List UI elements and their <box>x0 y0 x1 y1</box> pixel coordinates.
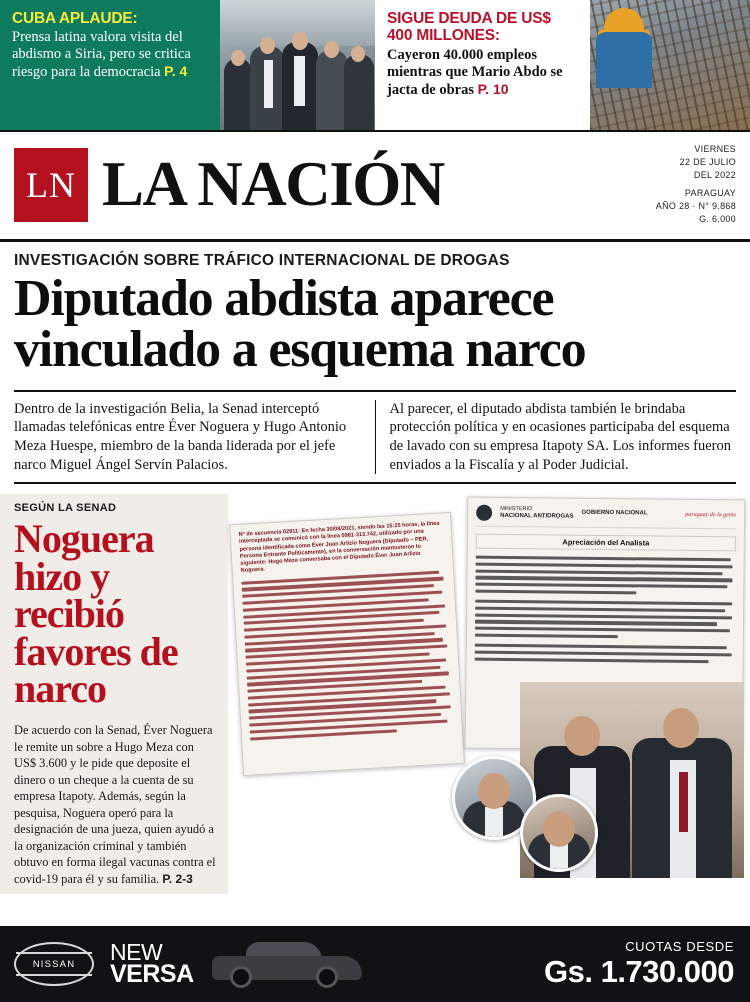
teaser-deuda[interactable] <box>375 0 750 130</box>
lead-deck-left: Dentro de la investigación Belia, la Senad interceptó llamadas telefónicas entre Éver Noguera y Hugo Antonio Meza Huespe, miembro de la banda liderada por el jefe narco Miguel Ángel Servín Palacios. <box>14 400 347 473</box>
teaser-cuba-photo <box>220 0 375 130</box>
scan-b-ministry <box>500 506 573 521</box>
masthead <box>0 130 750 242</box>
secondary-body <box>14 722 216 887</box>
scan-b-gov-national <box>581 510 647 518</box>
ad-model-name <box>110 938 194 989</box>
teaser-deuda-kicker: SIGUE DEUDA DE US$ 400 MILLONES: <box>387 10 551 45</box>
masthead-date-year: DEL 2022 <box>693 169 736 180</box>
scan-b-gov-line3: GOBIERNO NACIONAL <box>581 510 648 517</box>
car-image <box>212 938 362 990</box>
teaser-deuda-body-text: Cayeron 40.000 empleos mientras que Mario Abdo se jacta de obras <box>387 46 563 98</box>
nissan-logo-text: NISSAN <box>30 959 79 970</box>
ln-logo[interactable]: LN <box>14 148 88 222</box>
secondary-headline[interactable]: Noguera hizo y recibió favores de narco <box>14 516 178 712</box>
masthead-meta <box>648 143 736 226</box>
teaser-cuba-page: P. 4 <box>164 63 188 80</box>
ad-model-top: NEW <box>110 938 163 965</box>
scan-b-gov-tagline: paraguay de la gente <box>685 511 737 519</box>
scan-b-title: Apreciación del Analista <box>476 534 736 552</box>
scan-b-paragraph-3 <box>475 644 735 663</box>
nissan-logo <box>14 942 94 986</box>
teaser-deuda-body <box>387 47 580 99</box>
teaser-deuda-page: P. 10 <box>477 80 509 97</box>
lead-headline-line2: vinculado a esquema narco <box>14 320 586 378</box>
teaser-deuda-text <box>375 0 590 130</box>
masthead-country: PARAGUAY <box>684 188 736 198</box>
scan-b-paragraph-1 <box>475 556 735 596</box>
teaser-cuba-body-text: Prensa latina valora visita del abdismo a Siria, pero se critica riesgo para la democracia <box>12 29 191 81</box>
masthead-date-full: 22 DE JULIO <box>679 156 736 167</box>
teaser-cuba[interactable] <box>0 0 375 130</box>
masthead-edition: AÑO 28 · N° 9.868 <box>655 201 736 212</box>
scan-b-gov-line1: MINISTERIO <box>500 505 533 513</box>
scan-b-letterhead <box>476 505 736 530</box>
inset-portrait-2 <box>520 794 598 872</box>
hard-hat-icon <box>604 8 644 34</box>
secondary-page: P. 2-3 <box>162 871 193 886</box>
ad-model-bottom: VERSA <box>110 960 194 989</box>
lead-headline-line1: Diputado abdista aparece <box>14 270 554 327</box>
ad-price: Gs. 1.730.000 <box>544 953 734 989</box>
teaser-cuba-body <box>12 29 210 81</box>
scan-b-paragraph-2 <box>475 600 735 640</box>
teaser-cuba-text <box>0 0 220 130</box>
masthead-date-day: VIERNES <box>694 143 736 154</box>
lead-deck <box>14 390 736 484</box>
document-scan-transcript[interactable] <box>229 512 465 776</box>
secondary-story <box>0 494 750 894</box>
bottom-advertisement[interactable] <box>0 926 750 1002</box>
teaser-deuda-photo <box>590 0 750 130</box>
secondary-body-text: De acuerdo con la Senad, Éver Noguera le remite un sobre a Hugo Meza con US$ 3.600 y le pide que deposite el dinero o un cheque a la cuenta de su empresa Itapoty. Además, según la pesquisa, Noguera operó para la designación de una jueza, quien ayudó a la organización criminal y también obtuvo en forma ilegal vacunas contra el covid-19 para él y su familia. <box>14 723 216 886</box>
secondary-label: SEGÚN LA SENAD <box>14 502 117 515</box>
scan-b-gov-line2: NACIONAL ANTIDROGAS <box>500 512 574 520</box>
lead-kicker: INVESTIGACIÓN SOBRE TRÁFICO INTERNACIONAL DE DROGAS <box>14 252 510 269</box>
masthead-price: G. 6.000 <box>699 214 736 225</box>
secondary-text-block <box>0 494 228 894</box>
lead-headline[interactable] <box>0 272 750 384</box>
lead-deck-right: Al parecer, el diputado abdista también le brindaba protección política y en ocasiones participaba del esquema de lavado con su empresa Itapoty SA. Los informes fueron enviados a la Fiscalía y al Poder Judicial. <box>375 400 737 474</box>
scan-a-title: Nº de secuencia 02911: En fecha 30/08/2021, siendo las 15:25 horas, la línea interceptada se comunicó con la línea 0981-313.742, utilizado por una persona identificada como Éver Juan Arlizio Noguera (Diputado – PER, Persona Entrante Políticamente), en la conversación mantuvieron lo siguiente: Hugo Meza conversaba con el Diputado Éver Juan Arlizio Noguera. <box>238 520 440 575</box>
government-crest-icon <box>476 505 492 521</box>
teaser-cuba-kicker: CUBA APLAUDE: <box>12 10 138 27</box>
ad-cuotas-label: CUOTAS DESDE <box>625 938 734 954</box>
ad-price-block <box>544 939 734 990</box>
page-title: LA NACIÓN <box>102 149 444 219</box>
top-teaser-bar <box>0 0 750 130</box>
